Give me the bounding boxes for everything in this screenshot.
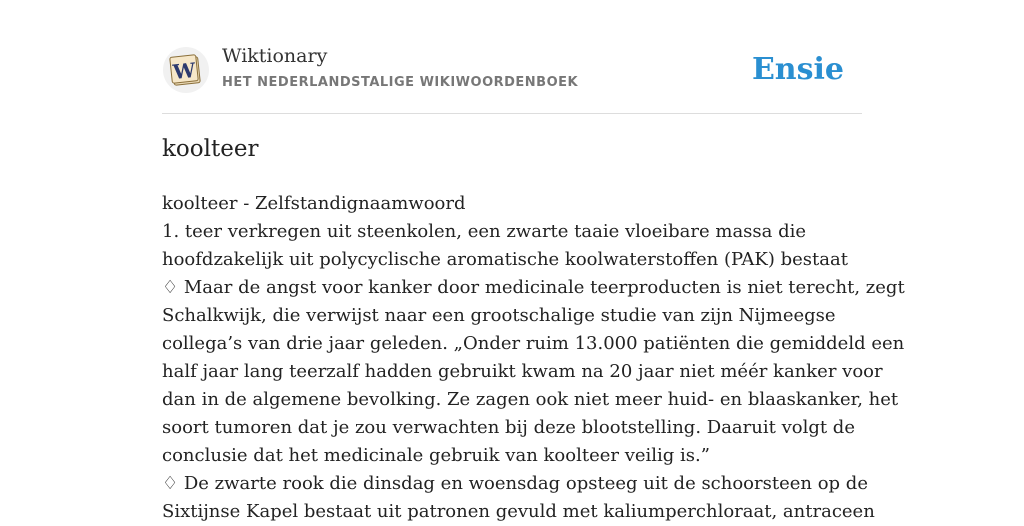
example-line: ♢ De zwarte rook die dinsdag en woensdag opsteeg uit de schoorsteen op de bbox=[162, 473, 868, 494]
definition-content bbox=[162, 190, 905, 526]
definition-line: 1. teer verkregen uit steenkolen, een zwarte taaie vloeibare massa die bbox=[162, 221, 807, 242]
definition-heading: koolteer - Zelfstandignaamwoord bbox=[162, 193, 466, 214]
example-line: soort tumoren dat je zou verwachten bij deze blootstelling. Daaruit volgt de bbox=[162, 417, 855, 438]
site-tagline: HET NEDERLANDSTALIGE WIKIWOORDENBOEK bbox=[222, 75, 579, 90]
site-name[interactable]: Wiktionary bbox=[222, 45, 328, 67]
example-line: ♢ Maar de angst voor kanker door medicinale teerproducten is niet terecht, zegt bbox=[162, 277, 905, 298]
site-header bbox=[162, 40, 862, 114]
svg-text:W: W bbox=[171, 57, 197, 85]
wiktionary-logo-icon[interactable] bbox=[162, 46, 210, 94]
page-title: koolteer bbox=[162, 136, 259, 162]
example-line: dan in de algemene bevolking. Ze zagen ook niet meer huid- en blaaskanker, het bbox=[162, 389, 899, 410]
example-line: conclusie dat het medicinale gebruik van koolteer veilig is.” bbox=[162, 445, 710, 466]
example-line: Sixtijnse Kapel bestaat uit patronen gevuld met kaliumperchloraat, antraceen bbox=[162, 501, 875, 522]
example-line: collega’s van drie jaar geleden. „Onder ruim 13.000 patiënten die gemiddeld een bbox=[162, 333, 905, 354]
ensie-brand-logo[interactable]: Ensie bbox=[751, 52, 844, 87]
example-line: half jaar lang teerzalf hadden gebruikt kwam na 20 jaar niet méér kanker voor bbox=[162, 361, 883, 382]
definition-line: hoofdzakelijk uit polycyclische aromatische koolwaterstoffen (PAK) bestaat bbox=[162, 249, 848, 270]
example-line: Schalkwijk, die verwijst naar een grootschalige studie van zijn Nijmeegse bbox=[162, 305, 836, 326]
